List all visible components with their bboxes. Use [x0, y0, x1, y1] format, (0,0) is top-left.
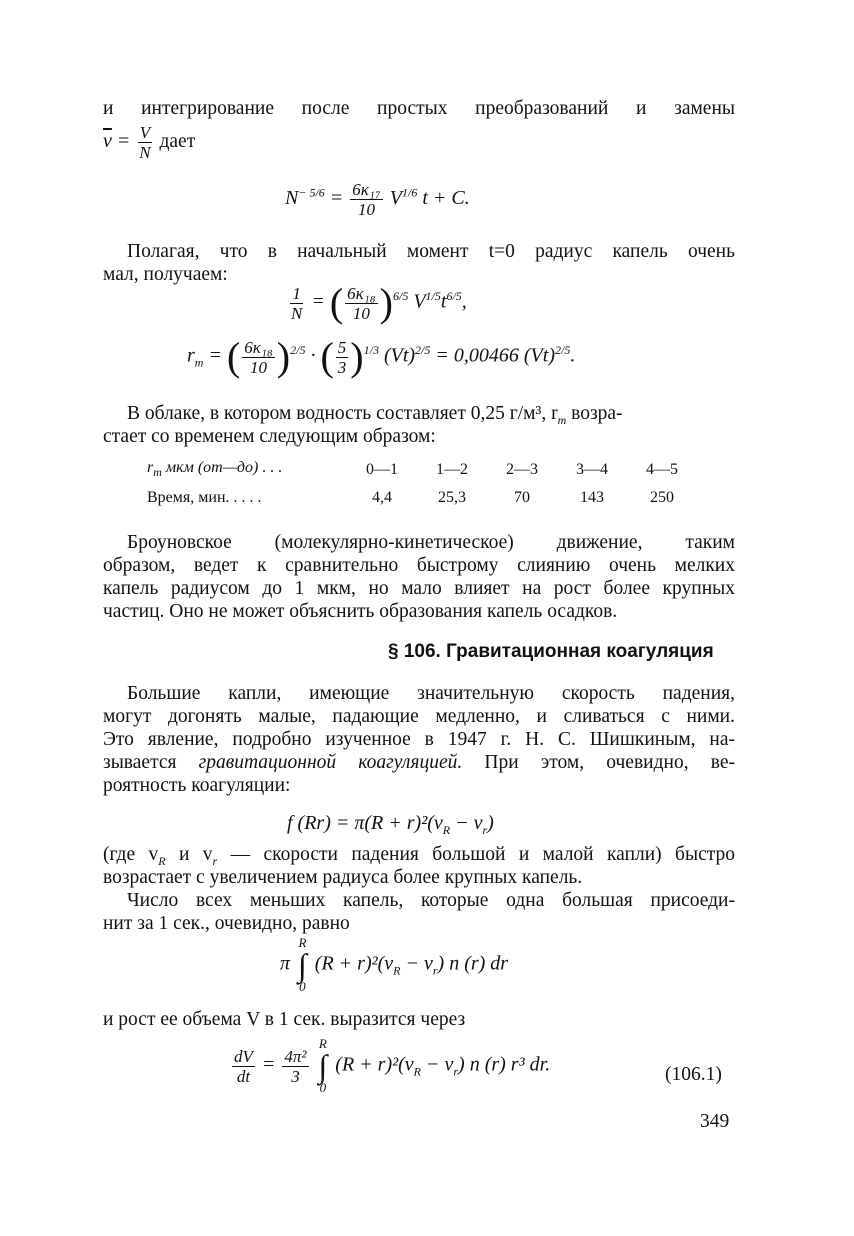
exponent: − 5/6: [298, 185, 325, 200]
exponent: 2/5: [554, 342, 571, 357]
italic-term: гравитационной коагуляцией.: [198, 752, 463, 773]
eq-tail: t + C.: [422, 187, 470, 210]
subscript: r: [482, 823, 488, 837]
eq-symbol: V: [413, 290, 426, 313]
text-fragment: зывается: [103, 752, 199, 773]
denominator: 10: [250, 357, 268, 377]
denominator: 3: [337, 357, 347, 377]
fraction: [282, 1047, 308, 1086]
text-line: Броуновское (молекулярно-кинетическое) движение, таким: [127, 532, 735, 553]
subscript: m: [153, 465, 162, 480]
text-fragment: и v: [165, 844, 213, 865]
denominator: 10: [358, 200, 376, 219]
table-cell: 250: [650, 489, 674, 506]
paragraph-line: [127, 890, 735, 911]
exponent: 6/5: [446, 288, 462, 303]
paragraph-line: [127, 532, 735, 553]
text-line: частиц. Оно не может объяснить образования капель осадков.: [103, 601, 618, 622]
paragraph-line: [103, 98, 735, 119]
equation-2: $\frac{1}{N}$ = ( $\frac{\text{6κ₁₈}}{10}$ )$^{6/5}$ $V^{1/5}t^{6/5}$,: [291, 280, 467, 325]
eq-punct: .: [570, 344, 576, 367]
text-word: возра-: [571, 403, 623, 424]
numerator: 5: [337, 337, 347, 357]
subscript: R: [413, 1064, 421, 1079]
paragraph-line: [103, 752, 735, 773]
table-cell: 2—3: [506, 461, 538, 478]
text-fragment: — скорости падения большой и малой капли) быстро: [217, 844, 735, 865]
eq-body: f (Rr) = π(R + r)²(v: [287, 812, 443, 834]
table-cell: 70: [514, 489, 530, 506]
denominator: dt: [236, 1066, 251, 1086]
denominator: N: [291, 303, 303, 323]
text-line: мал, получаем:: [103, 264, 228, 285]
equation-3: $r_m$ = ( $\frac{\text{6κ₁₈}}{10}$ )$^{2/5}$ · ( $\frac{5}{3}$ )$^{1/3}$ $(Vt)^{2/5} = 0,00466$ $(Vt)^{2/5}$.: [187, 334, 576, 379]
eq-value: = 0,00466 (Vt): [435, 344, 555, 367]
text-line: образом, ведет к сравнительно быстрому слиянию очень мелких: [103, 555, 735, 576]
page-number-text: 349: [700, 1111, 730, 1132]
exponent: 2/5: [290, 342, 306, 357]
text-line: роятность коагуляции:: [103, 775, 291, 796]
exponent: 6/5: [392, 288, 409, 303]
paragraph-line: [127, 683, 735, 704]
paragraph-line: [103, 729, 735, 750]
table-cell: 25,3: [438, 489, 466, 506]
exponent: 1/5: [425, 288, 441, 303]
row-label: [147, 484, 347, 512]
subscript: R: [393, 963, 401, 978]
equation-5: [280, 935, 508, 995]
fraction: [232, 1047, 255, 1086]
paragraph-line: [103, 601, 617, 622]
numerator: dV: [234, 1046, 253, 1066]
equation-number: [665, 1064, 722, 1085]
table-cell: 4—5: [646, 461, 678, 478]
text-line: стает со временем следующим образом:: [103, 426, 436, 447]
fraction: [289, 284, 304, 323]
eq-body: ): [487, 812, 494, 834]
text-line: Полагая, что в начальный момент t=0 радиус капель очень: [127, 241, 735, 262]
eq-body: − v: [400, 952, 433, 975]
label-text: Время, мин.: [147, 489, 230, 506]
paragraph-line: [103, 913, 350, 934]
paragraph-line: [103, 578, 735, 599]
numerator: 1: [292, 283, 301, 303]
label-text: . . . .: [229, 489, 262, 506]
page-number: [700, 1111, 729, 1132]
text-fragment: (где v: [103, 844, 159, 865]
paragraph-line: [103, 555, 735, 576]
upper-limit: R: [298, 935, 307, 950]
text-line: возрастает с увеличением радиуса более крупных капель.: [103, 867, 583, 888]
paragraph-line: [103, 775, 290, 796]
numerator: V: [139, 123, 151, 142]
table-cell: 1—2: [436, 461, 468, 478]
subscript: m: [557, 412, 567, 427]
fraction: [336, 338, 349, 377]
equation-1: $N^{- 5/6}$ = $\frac{\text{6κ₁₇}}{10}$ $V^{1/6}$ t + C.: [285, 180, 470, 219]
denominator: N: [139, 143, 151, 162]
table-cell: 0—1: [366, 461, 398, 478]
fraction: [350, 180, 382, 219]
text-line: нит за 1 сек., очевидно, равно: [103, 913, 350, 934]
lower-limit: 0: [299, 979, 306, 994]
paragraph-line: [103, 264, 228, 285]
label-text: r: [147, 459, 154, 477]
numerator: 6κ₁₈: [244, 337, 273, 357]
table-cell: 4,4: [372, 489, 392, 506]
denominator: 3: [291, 1066, 300, 1086]
text-word: дает: [159, 130, 196, 152]
subscript: R: [158, 853, 166, 868]
eq-body: (R + r)²(v: [314, 952, 394, 975]
eq-body: (R + r)²(v: [335, 1053, 414, 1076]
eq-number-text: (106.1): [665, 1064, 722, 1085]
numerator: 4π²: [284, 1046, 307, 1066]
subscript: r: [212, 853, 218, 868]
text-line: Большие капли, имеющие значительную скорость падения,: [127, 683, 735, 704]
paragraph-line: [103, 426, 436, 447]
paragraph-line: [103, 706, 735, 727]
equation-6: $\frac{dV}{dt}$ = $\frac{\text{4π²}}{3}$ R ∫ 0 $(R + r)^2(v_R - v_r)$ n (r) r³ dr.: [234, 1036, 551, 1095]
fraction: [137, 123, 152, 162]
heading-text: § 106. Гравитационная коагуляция: [388, 641, 714, 662]
denominator: 10: [352, 303, 370, 323]
text-line: Число всех меньших капель, которые одна большая присоеди-: [127, 890, 735, 911]
eq-punct: ,: [461, 290, 467, 313]
eq-symbol: (Vt): [383, 344, 416, 367]
integral-sign: R ∫ 0: [298, 935, 307, 994]
text-line: капель радиусом до 1 мкм, но мало влияет на рост более крупных: [103, 578, 735, 599]
eq-body: ) n (r) dr: [437, 952, 509, 975]
table-row: [147, 484, 697, 512]
table-row: [147, 456, 697, 484]
fraction: [242, 338, 274, 377]
eq-symbol: π: [280, 952, 291, 975]
upper-limit: R: [318, 1036, 327, 1051]
exponent: 2/5: [415, 342, 431, 357]
eq-symbol: V: [389, 187, 402, 210]
row-label: [147, 456, 347, 484]
eq-body: − v: [420, 1053, 454, 1076]
lower-limit: 0: [319, 1080, 327, 1095]
eq-body: − v: [450, 812, 483, 834]
radius-time-table: [147, 456, 697, 512]
subscript: r: [432, 963, 438, 978]
section-heading: [388, 641, 714, 663]
eq-body: ) n (r) r³ dr.: [458, 1053, 551, 1076]
subscript: R: [442, 823, 451, 837]
subscript: m: [194, 355, 204, 370]
text-fragment: При этом, очевидно, ве-: [462, 752, 735, 773]
exponent: 1/6: [401, 185, 418, 200]
paragraph-line: [127, 241, 735, 262]
eq-symbol: N: [285, 187, 299, 210]
table-cell: 3—4: [576, 461, 608, 478]
paragraph-line: [103, 1009, 465, 1030]
subscript: r: [453, 1064, 459, 1079]
text-line: В облаке, в котором водность составляет 0,25 г/м³, r: [127, 403, 558, 424]
numerator: 6κ₁₇: [352, 180, 381, 199]
text-line: могут догонять малые, падающие медленно, и сливаться с ними.: [103, 706, 735, 727]
paragraph-line: [103, 867, 582, 888]
integral-sign: R ∫ 0: [318, 1036, 328, 1095]
text-line: Это явление, подробно изученное в 1947 г. Н. С. Шишкиным, на-: [103, 729, 735, 750]
text-line: и интегрирование после простых преобразований и замены: [103, 98, 735, 119]
numerator: 6κ₁₈: [347, 283, 376, 303]
table-cell: 143: [580, 489, 604, 506]
v-bar: $\overline{v}$: [103, 129, 112, 152]
label-text: мкм (от—до) . . .: [161, 459, 283, 477]
fraction: [345, 284, 377, 323]
text-line: и рост ее объема V в 1 сек. выразится через: [103, 1009, 466, 1030]
equation-4: [287, 812, 494, 838]
exponent: 1/3: [363, 342, 379, 357]
eq-symbol: r: [187, 344, 195, 367]
formula-v-bar: $\overline{v}$ = $\frac{V}{N}$ дает: [103, 123, 196, 162]
